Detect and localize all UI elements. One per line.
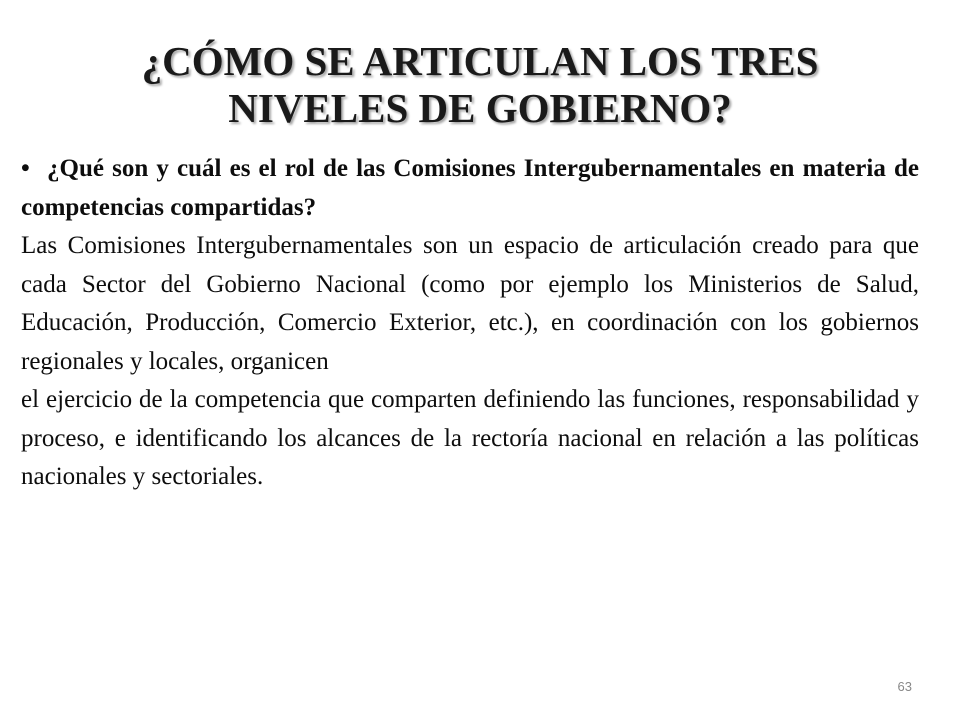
slide-body — [21, 150, 919, 497]
page-number: 63 — [897, 679, 912, 694]
paragraph-2: el ejercicio de la competencia que comparten definiendo las funciones, responsabilidad y proceso, e identificando los alcances de la rectoría nacional en relación a las políticas nacionales y sectoriales. — [21, 386, 919, 490]
bullet-question — [21, 150, 919, 227]
paragraph-1: Las Comisiones Intergubernamentales son un espacio de articulación creado para que cada Sector del Gobierno Nacional (como por ejemplo los Ministerios de Salud, Educación, Producción, Comercio Exterior, etc.), en coordinación con los gobiernos regionales y locales, organicen — [21, 232, 919, 375]
bullet-icon: • — [21, 155, 30, 182]
title-line-1: ¿CÓMO SE ARTICULAN LOS TRES — [141, 38, 819, 84]
question-text: ¿Qué son y cuál es el rol de las Comisiones Intergubernamentales en materia de competencias compartidas? — [21, 155, 919, 221]
slide-title — [60, 38, 900, 132]
title-line-2: NIVELES DE GOBIERNO? — [228, 85, 732, 131]
